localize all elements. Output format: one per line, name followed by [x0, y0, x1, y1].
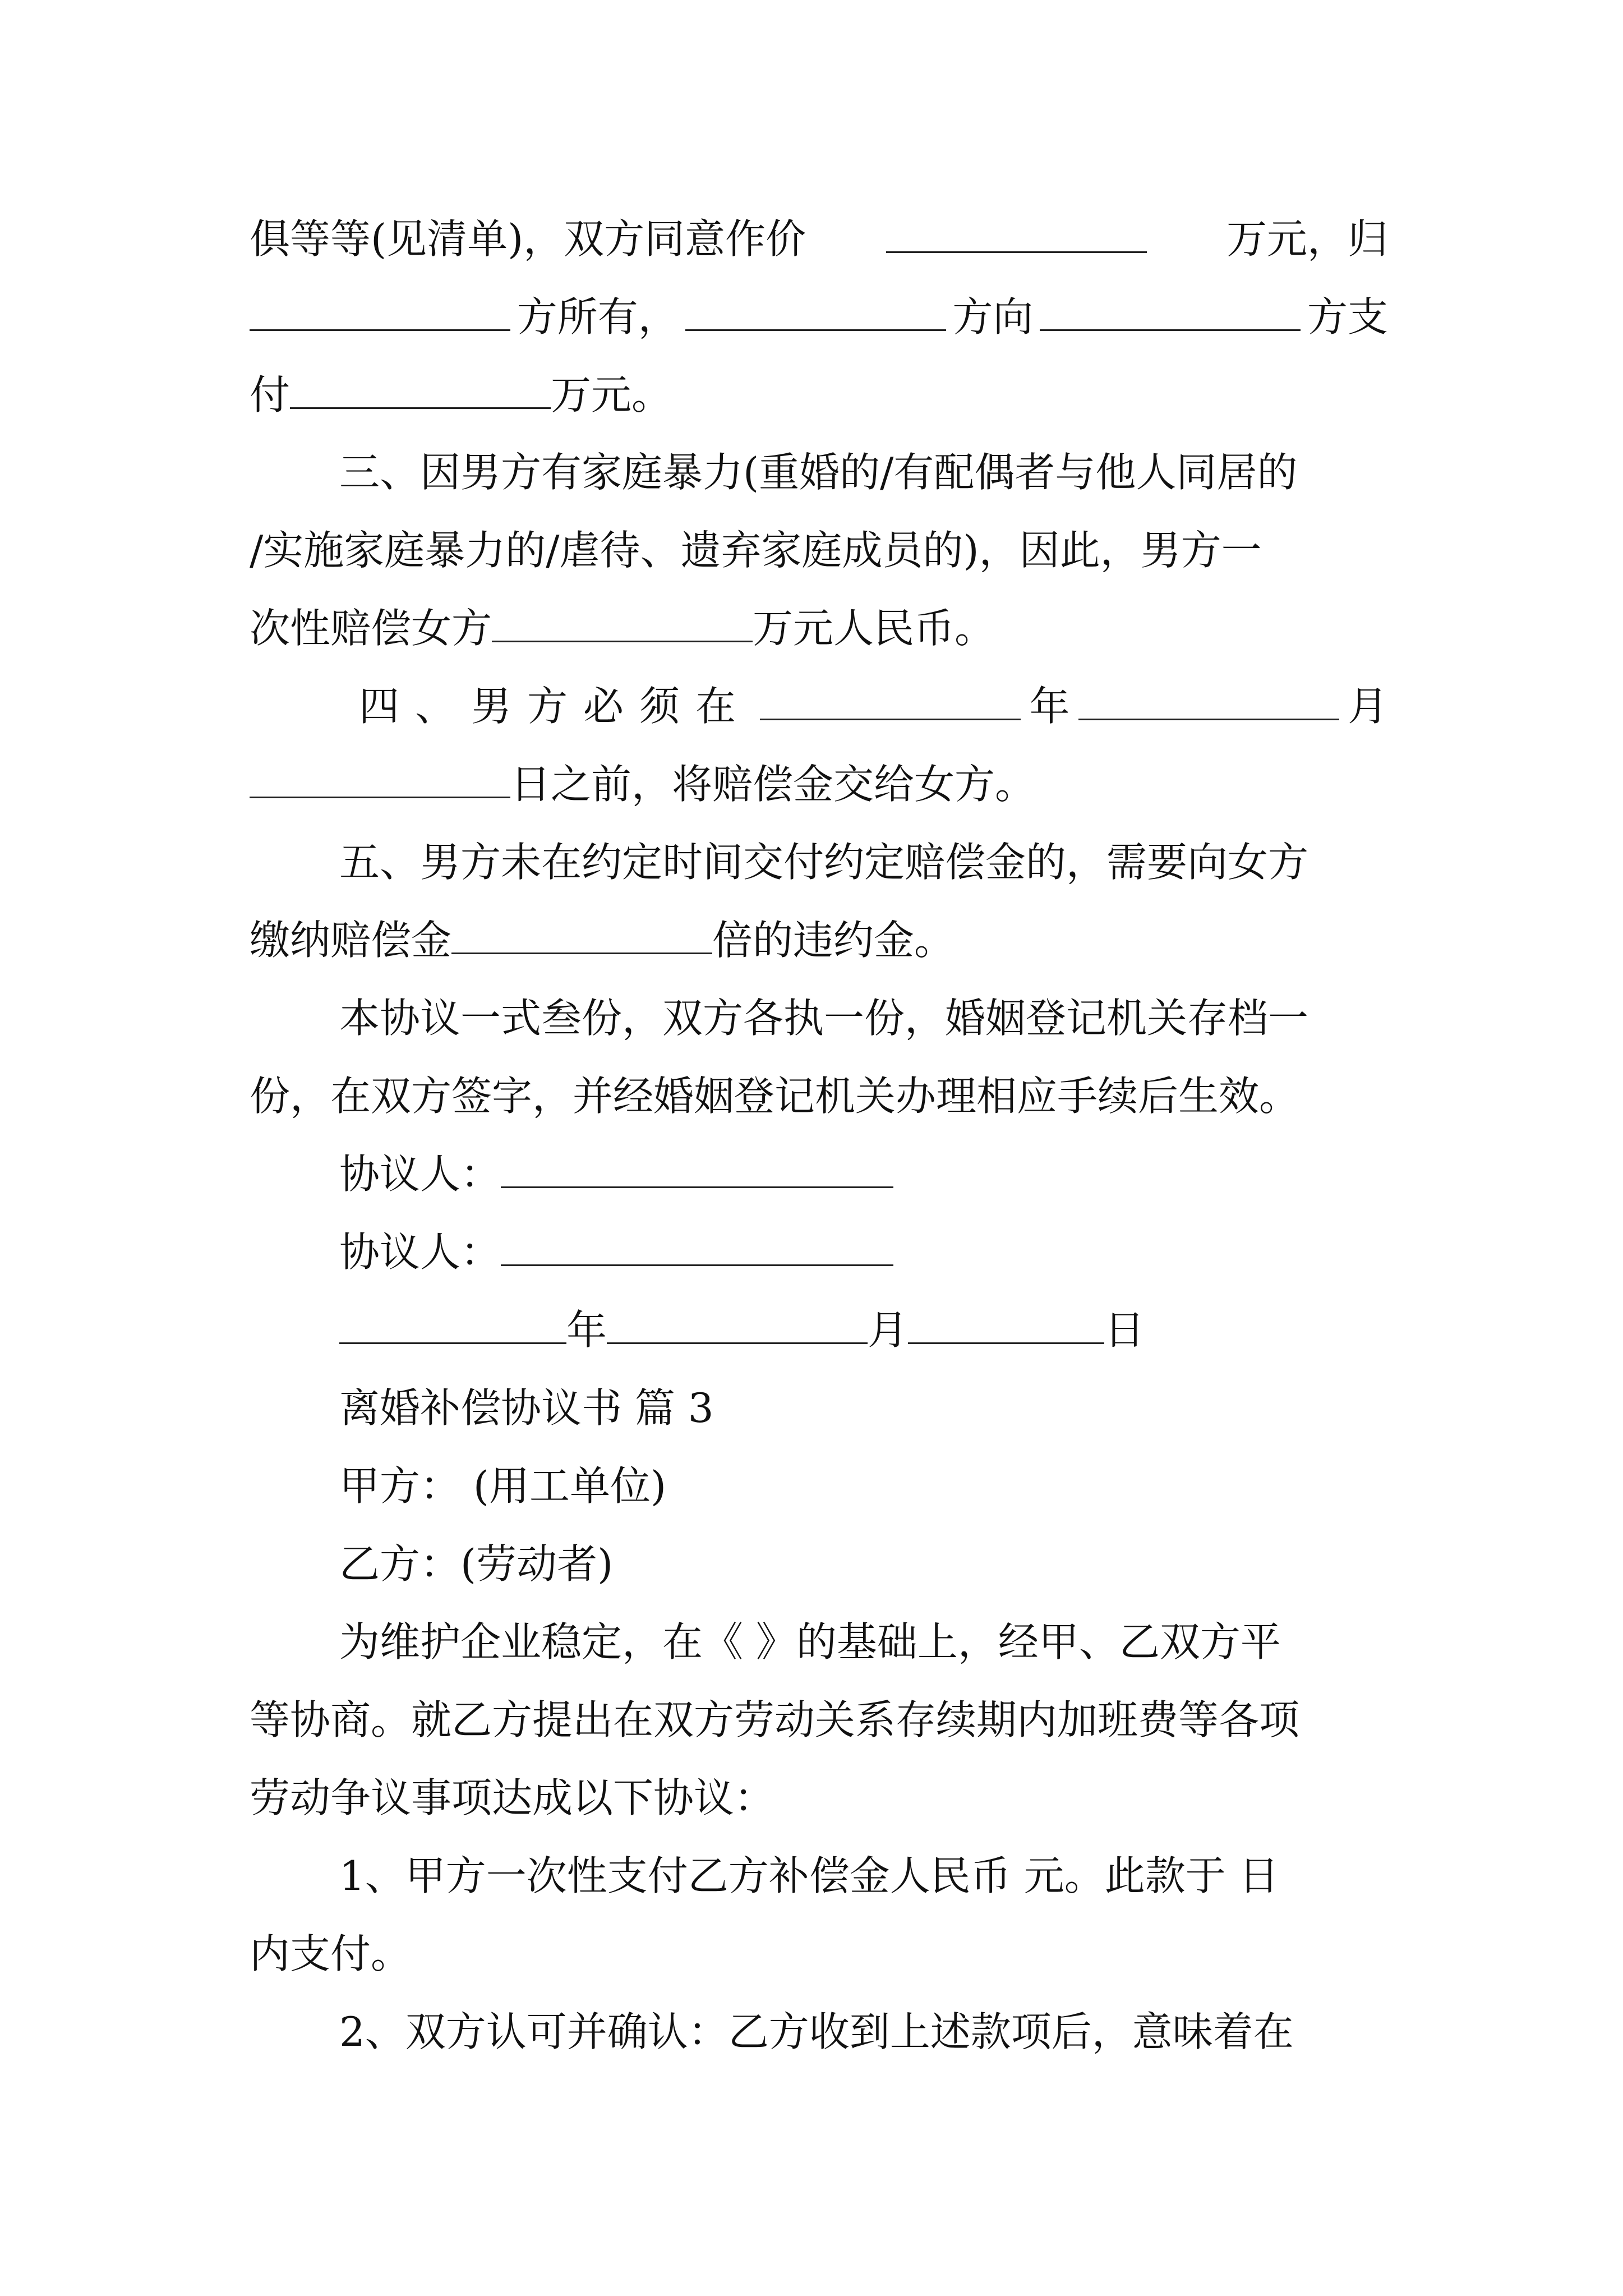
text: 离婚补偿协议书 篇 3 — [339, 1384, 714, 1432]
text: 月 — [1347, 683, 1388, 730]
blank-line — [250, 760, 510, 798]
signature-label: 协议人： — [339, 1228, 501, 1276]
text: 方向 — [952, 293, 1034, 341]
text-line — [250, 522, 1388, 578]
text: 内支付。 — [250, 1930, 412, 1977]
text: 份，在双方签字，并经婚姻登记机关办理相应手续后生效。 — [250, 1073, 1300, 1120]
signature-blank — [501, 1149, 893, 1188]
text: 日 — [1104, 1306, 1145, 1354]
text-line — [339, 990, 1388, 1046]
text-line — [250, 1926, 1388, 1982]
text: 甲方： (用工单位) — [339, 1462, 667, 1510]
text-line — [339, 1614, 1388, 1670]
text-line — [250, 912, 1388, 968]
text: /实施家庭暴力的/虐待、遗弃家庭成员的)，因此，男方一 — [250, 527, 1262, 574]
blank-line — [250, 292, 510, 331]
text: 万元，归 — [1226, 215, 1388, 263]
blank-line — [492, 604, 753, 642]
text: 方支 — [1307, 293, 1388, 341]
text: 2、双方认可并确认：乙方收到上述款项后，意味着在 — [339, 2008, 1294, 2055]
text: 为维护企业稳定，在《 》的基础上，经甲、乙双方平 — [339, 1618, 1281, 1665]
text: 等协商。就乙方提出在双方劳动关系存续期内加班费等各项 — [250, 1696, 1300, 1743]
signature-line — [339, 1224, 1388, 1280]
text: 付 — [250, 371, 291, 418]
text: 万元。 — [551, 371, 672, 418]
text: 1、甲方一次性支付乙方补偿金人民币 元。此款于 日 — [339, 1852, 1279, 1899]
text: 年 — [1029, 683, 1070, 730]
text: 俱等等(见清单)，双方同意作价 — [250, 215, 806, 263]
text: 日之前，将赔偿金交给女方。 — [510, 761, 1036, 808]
blank-line — [760, 682, 1021, 720]
text: 四、男方必须在 — [359, 683, 752, 730]
text: 万元人民币。 — [753, 605, 995, 652]
text: 年 — [566, 1306, 607, 1354]
blank-line — [339, 1305, 566, 1344]
text-line — [339, 1848, 1388, 1904]
signature-line — [339, 1146, 1388, 1202]
text: 本协议一式叁份，双方各执一份，婚姻登记机关存档一 — [339, 995, 1309, 1042]
blank-line — [908, 1305, 1104, 1344]
date-line — [339, 1302, 1388, 1358]
text-line — [339, 1536, 1388, 1592]
blank-line — [1078, 682, 1339, 720]
text-line — [359, 678, 1388, 734]
text-line — [250, 367, 1388, 423]
text: 三、因男方有家庭暴力(重婚的/有配偶者与他人同居的 — [339, 449, 1298, 496]
text-line — [339, 1458, 1388, 1514]
text: 劳动争议事项达成以下协议： — [250, 1774, 775, 1821]
blank-line — [1040, 292, 1301, 331]
text-line — [250, 1068, 1388, 1124]
blank-line — [886, 214, 1147, 253]
text-line — [339, 444, 1388, 500]
text-line — [250, 1770, 1388, 1826]
text-line — [250, 1692, 1388, 1748]
text-line — [250, 289, 1388, 345]
signature-blank — [501, 1227, 893, 1266]
text: 倍的违约金。 — [712, 917, 955, 964]
text: 乙方：(劳动者) — [339, 1540, 614, 1588]
text: 方所有， — [517, 293, 679, 341]
blank-line — [290, 370, 551, 409]
text-line — [250, 600, 1388, 656]
text-line — [250, 756, 1388, 812]
text-line — [250, 211, 1388, 267]
text-line — [339, 834, 1388, 890]
text: 月 — [868, 1306, 909, 1354]
blank-line — [685, 292, 946, 331]
text: 五、男方未在约定时间交付约定赔偿金的，需要向女方 — [339, 839, 1309, 886]
blank-line — [607, 1305, 868, 1344]
text: 次性赔偿女方 — [250, 605, 492, 652]
section-title — [339, 1380, 1388, 1436]
text: 缴纳赔偿金 — [250, 917, 452, 964]
signature-label: 协议人： — [339, 1151, 501, 1198]
blank-line — [451, 915, 712, 954]
text-line — [339, 2004, 1388, 2060]
